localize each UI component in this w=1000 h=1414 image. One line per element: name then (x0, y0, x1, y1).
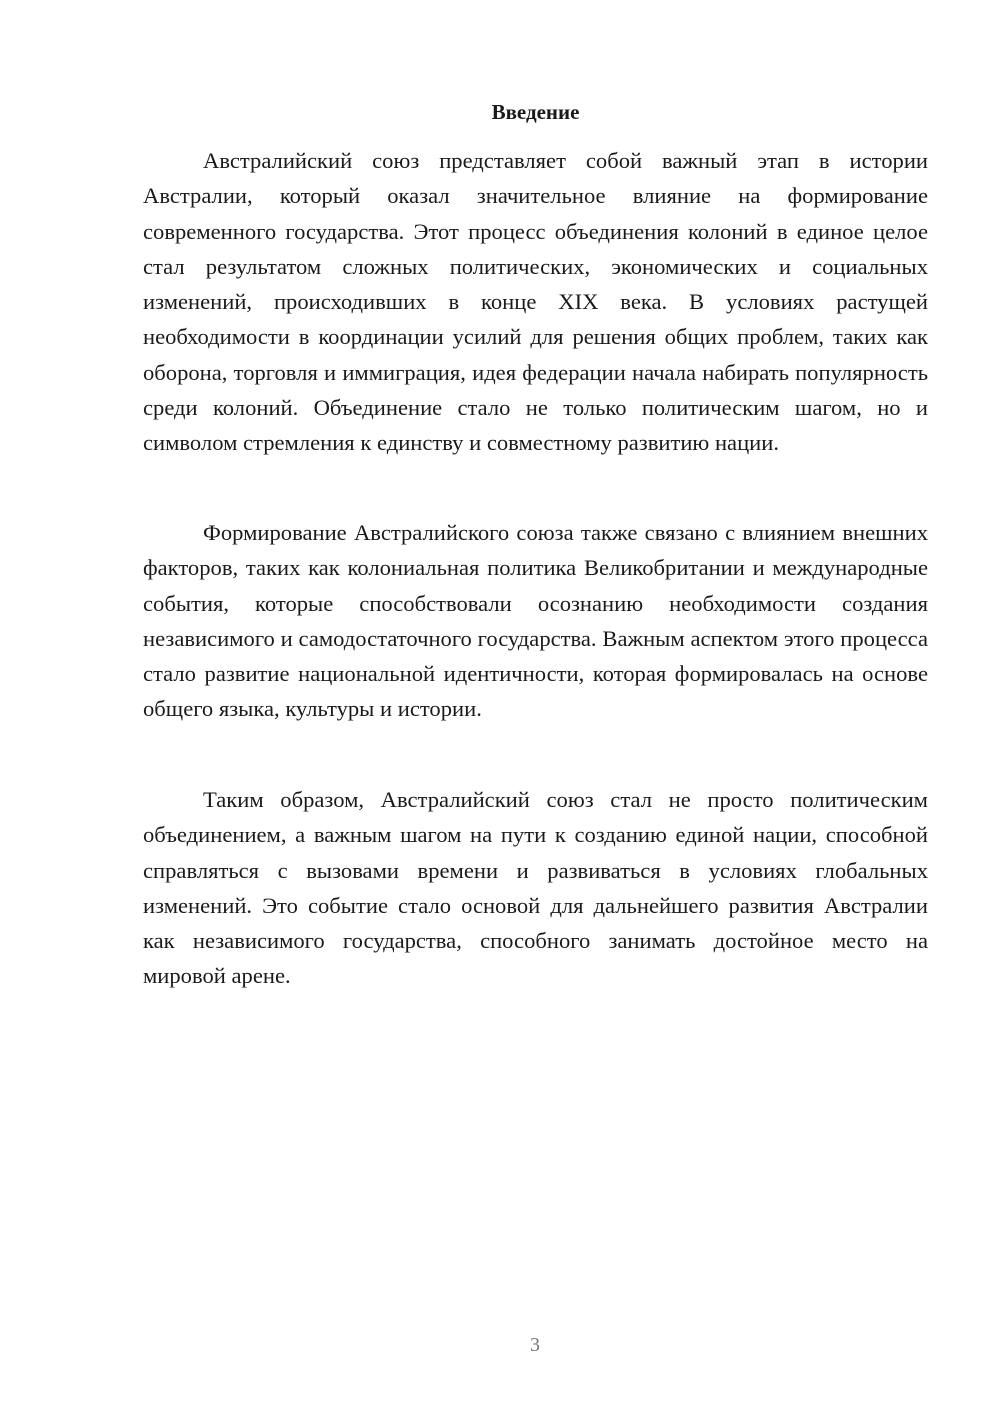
section-heading: Введение (491, 100, 580, 124)
paragraph-3: Таким образом, Австралийский союз стал не просто политическим объединением, а важным шагом на пути к созданию единой нации, способной справляться с вызовами времени и развиваться в условиях глобальных изменений. Это событие стало основой для дальнейшего развития Австралии как независимого государства, способного занимать достойное место на мировой арене. (143, 787, 928, 989)
page-number: 3 (530, 1334, 540, 1356)
paragraph-1: Австралийский союз представляет собой важный этап в истории Австралии, который оказал значительное влияние на формирование современного государства. Этот процесс объединения колоний в единое целое стал результатом сложных политических, экономических и социальных изменений, происходивших в конце XIX века. В условиях растущей необходимости в координации усилий для решения общих проблем, таких как оборона, торговля и иммиграция, идея федерации начала набирать популярность среди колоний. Объединение стало не только политическим шагом, но и символом стремления к единству и совместному развитию нации. (143, 148, 928, 456)
paragraph-2: Формирование Австралийского союза также связано с влиянием внешних факторов, таких как колониальная политика Великобритании и международные события, которые способствовали осознанию необходимости создания независимого и самодостаточного государства. Важным аспектом этого процесса стало развитие национальной идентичности, которая формировалась на основе общего языка, культуры и истории. (143, 520, 928, 722)
